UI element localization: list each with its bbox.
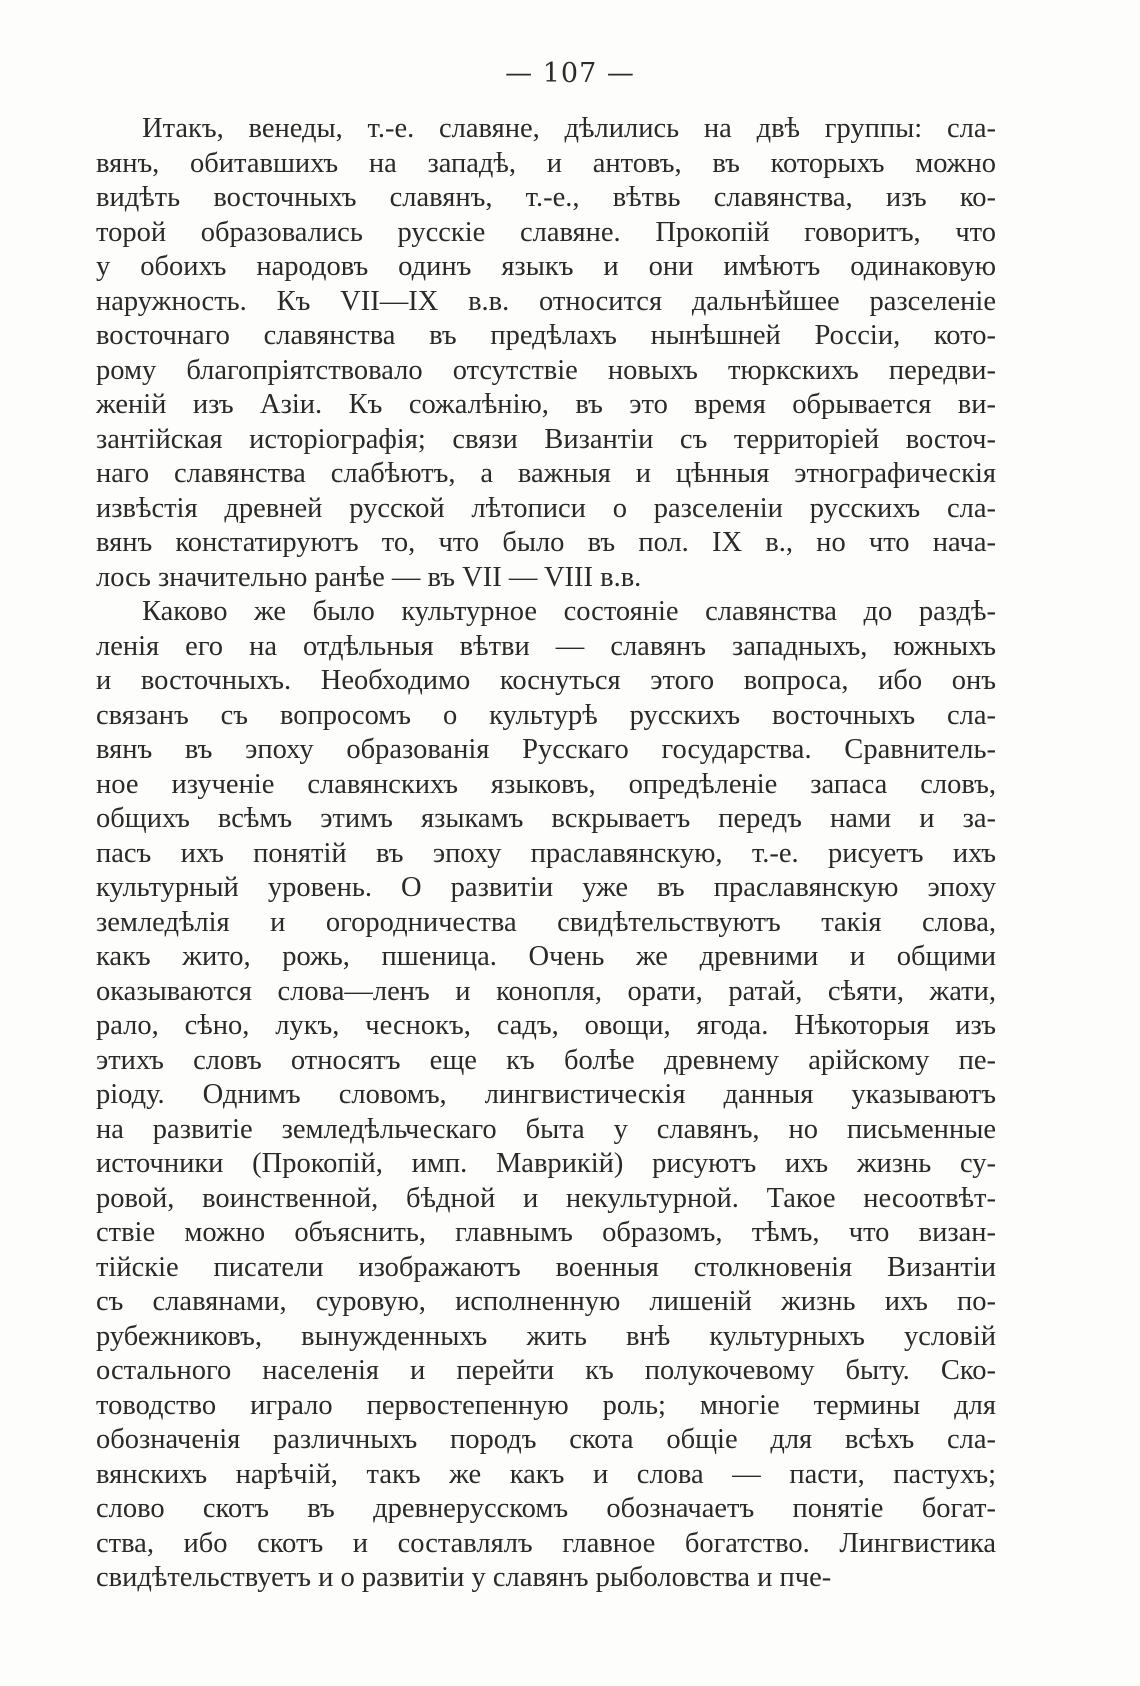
text-line: торой образовались русскіе славяне. Прокопій говоритъ, что (96, 216, 996, 248)
text-line: видѣть восточныхъ славянъ, т.-е., вѣтвь славянства, изъ ко- (96, 182, 996, 213)
text-line: рубежниковъ, вынужденныхъ жить внѣ культурныхъ условій (96, 1320, 996, 1352)
text-line: на развитіе земледѣльческаго быта у славянъ, но письменные (96, 1113, 996, 1145)
text-line: Каково же было культурное состояніе славянства до раздѣ- (142, 596, 996, 627)
text-line: рало, сѣно, лукъ, чеснокъ, садъ, овощи, ягода. Нѣкоторыя изъ (96, 1010, 996, 1041)
text-line: связанъ съ вопросомъ о культурѣ русскихъ восточныхъ сла- (96, 699, 996, 731)
text-line: съ славянами, суровую, исполненную лишеній жизнь ихъ по- (96, 1286, 996, 1317)
text-line: вянъ, обитавшихъ на западѣ, и антовъ, въ которыхъ можно (96, 147, 996, 179)
paragraph (96, 595, 996, 1596)
text-line: вянскихъ нарѣчій, такъ же какъ и слова — пасти, пастухъ; (96, 1458, 996, 1490)
text-line: свидѣтельствуетъ и о развитіи у славянъ рыболовства и пче- (96, 1562, 832, 1593)
text-line: оказываются слова—ленъ и конопля, орати, ратай, сѣяти, жати, (96, 975, 996, 1007)
text-line: этихъ словъ относятъ еще къ болѣе древнему арійскому пе- (96, 1044, 996, 1076)
text-line: ства, ибо скотъ и составлялъ главное богатство. Лингвистика (96, 1527, 996, 1559)
text-line: женій изъ Азіи. Къ сожалѣнію, въ это время обрывается ви- (96, 389, 996, 420)
text-line: у обоихъ народовъ одинъ языкъ и они имѣютъ одинаковую (96, 251, 996, 282)
text-line: вянъ въ эпоху образованія Русскаго государства. Сравнитель- (96, 734, 996, 765)
text-line: извѣстія древней русской лѣтописи о разселеніи русскихъ сла- (96, 492, 996, 524)
text-line: какъ жито, рожь, пшеница. Очень же древними и общими (96, 941, 996, 972)
text-line: зантійская исторіографія; связи Византіи съ территоріей восточ- (96, 423, 996, 455)
text-line: обозначенія различныхъ породъ скота общіе для всѣхъ сла- (96, 1424, 996, 1455)
text-line: ное изученіе славянскихъ языковъ, опредѣленіе запаса словъ, (96, 768, 996, 800)
text-line: лось значительно ранѣе — въ VII — VIII в.в. (96, 561, 642, 593)
text-line: ровой, воинственной, бѣдной и некультурной. Такое несоотвѣт- (96, 1182, 996, 1214)
text-line: общихъ всѣмъ этимъ языкамъ вскрываетъ передъ нами и за- (96, 803, 996, 834)
text-line: источники (Прокопій, имп. Маврикій) рисуютъ ихъ жизнь су- (96, 1148, 996, 1179)
text-line: ріоду. Однимъ словомъ, лингвистическія данныя указываютъ (96, 1079, 996, 1110)
text-line: земледѣлія и огородничества свидѣтельствуютъ такія слова, (96, 906, 996, 938)
text-line: остального населенія и перейти къ полукочевому быту. Ско- (96, 1355, 996, 1386)
text-line: пасъ ихъ понятій въ эпоху праславянскую, т.-е. рисуетъ ихъ (96, 837, 996, 869)
text-line: слово скотъ въ древнерусскомъ обозначаетъ понятіе богат- (96, 1493, 996, 1524)
text-line: ствіе можно объяснить, главнымъ образомъ, тѣмъ, что визан- (96, 1217, 996, 1248)
text-line: восточнаго славянства въ предѣлахъ нынѣшней Россіи, кото- (96, 320, 996, 351)
text-line: тійскіе писатели изображаютъ военныя столкновенія Византіи (96, 1251, 996, 1283)
text-line: товодство играло первостепенную роль; многіе термины для (96, 1389, 996, 1421)
page-number: — 107 — (505, 58, 635, 89)
text-line: вянъ констатируютъ то, что было въ пол. IX в., но что нача- (96, 527, 996, 558)
paragraph (96, 112, 996, 595)
text-line: наго славянства слабѣютъ, а важныя и цѣнныя этнографическія (96, 458, 996, 489)
text-line: Итакъ, венеды, т.-е. славяне, дѣлились на двѣ группы: сла- (142, 113, 996, 144)
text-line: и восточныхъ. Необходимо коснуться этого вопроса, ибо онъ (96, 665, 996, 696)
text-line: рому благопріятствовало отсутствіе новыхъ тюркскихъ передви- (96, 354, 996, 386)
body-text (96, 112, 996, 1596)
text-line: культурный уровень. О развитіи уже въ праславянскую эпоху (96, 872, 996, 903)
text-line: наружность. Къ VII—IX в.в. относится дальнѣйшее разселеніе (96, 285, 996, 317)
text-line: ленія его на отдѣльныя вѣтви — славянъ западныхъ, южныхъ (96, 630, 996, 662)
